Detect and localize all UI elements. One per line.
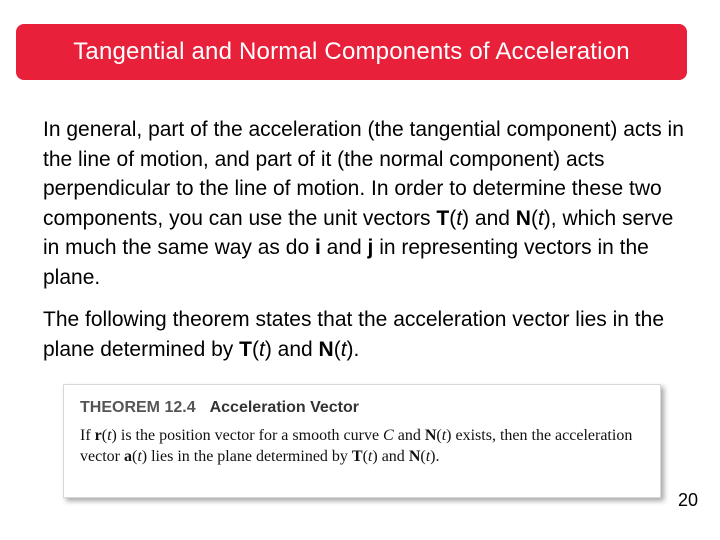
para2-text-1: The following theorem states that the acceleration vector lies in the plane determined by bbox=[43, 308, 664, 361]
theorem-text: ) is the position vector for a smooth curve bbox=[111, 427, 384, 444]
theorem-text: ). bbox=[430, 448, 440, 465]
var-t: t bbox=[340, 337, 347, 361]
para1-text-1: In general, part of the acceleration (the tangential component) acts in the line of motion, and part of it (the normal component) acts perpendicular to the line of motion. In order to determine these two components, you can use the unit vectors bbox=[43, 118, 684, 230]
vector-N: N bbox=[424, 427, 437, 444]
slide-title: Tangential and Normal Components of Acceleration bbox=[73, 38, 630, 65]
var-t: t bbox=[367, 448, 373, 465]
vector-j: j bbox=[367, 236, 374, 259]
body-paragraph-1: In general, part of the acceleration (the tangential component) acts in the line of motion, and part of it (the normal component) acts perpendicular to the line of motion. In order to determine these two components, you can use the unit vectors T(t) and N(t), which serve in much the same way as do i and j in representing vectors in the plane. bbox=[43, 118, 684, 289]
var-t: t bbox=[107, 427, 112, 444]
para1-text-3: ), which serve in much the same way as do bbox=[43, 206, 674, 259]
var-t: t bbox=[258, 337, 265, 361]
para1-text-5: in representing vectors in the plane. bbox=[43, 236, 649, 289]
vector-r: r bbox=[94, 427, 102, 444]
vector-a: a bbox=[123, 448, 132, 465]
var-t: t bbox=[441, 427, 447, 444]
vector-N: N bbox=[318, 337, 334, 361]
vector-T: T bbox=[239, 337, 252, 361]
vector-N: N bbox=[515, 206, 531, 230]
theorem-body: If r(t) is the position vector for a smooth curve C and N(t) exists, then the acceleration vector a(t) lies in the plane determined by T(t) and N(t). bbox=[80, 427, 633, 465]
title-bar bbox=[16, 24, 687, 80]
vector-N: N bbox=[408, 448, 421, 465]
var-t: t bbox=[537, 206, 544, 230]
theorem-box bbox=[63, 384, 661, 498]
vector-T: T bbox=[436, 206, 450, 230]
para1-text-4: and bbox=[320, 236, 368, 259]
vector-i: i bbox=[314, 236, 321, 259]
theorem-name: Acceleration Vector bbox=[209, 399, 359, 416]
para1-text-2: ) and bbox=[462, 206, 516, 230]
page-number: 20 bbox=[678, 490, 699, 510]
theorem-text: ) lies in the plane determined by bbox=[141, 448, 352, 465]
para2-text-2: ) and bbox=[264, 337, 319, 361]
theorem-text: ) and bbox=[372, 448, 409, 465]
var-t: t bbox=[456, 206, 463, 230]
theorem-label: THEOREM 12.4 bbox=[80, 399, 196, 416]
var-C: C bbox=[383, 427, 394, 444]
para2-text-3: ). bbox=[346, 337, 360, 361]
theorem-text: If bbox=[80, 427, 95, 444]
var-t: t bbox=[425, 448, 431, 465]
var-t: t bbox=[137, 448, 142, 465]
theorem-text: ) exists, then the acceleration vector bbox=[80, 427, 633, 465]
theorem-header bbox=[80, 399, 359, 417]
vector-T: T bbox=[351, 448, 363, 465]
body-paragraph-2: The following theorem states that the acceleration vector lies in the plane determined by T(t) and N(t). bbox=[43, 308, 664, 361]
theorem-text: and bbox=[393, 427, 425, 444]
